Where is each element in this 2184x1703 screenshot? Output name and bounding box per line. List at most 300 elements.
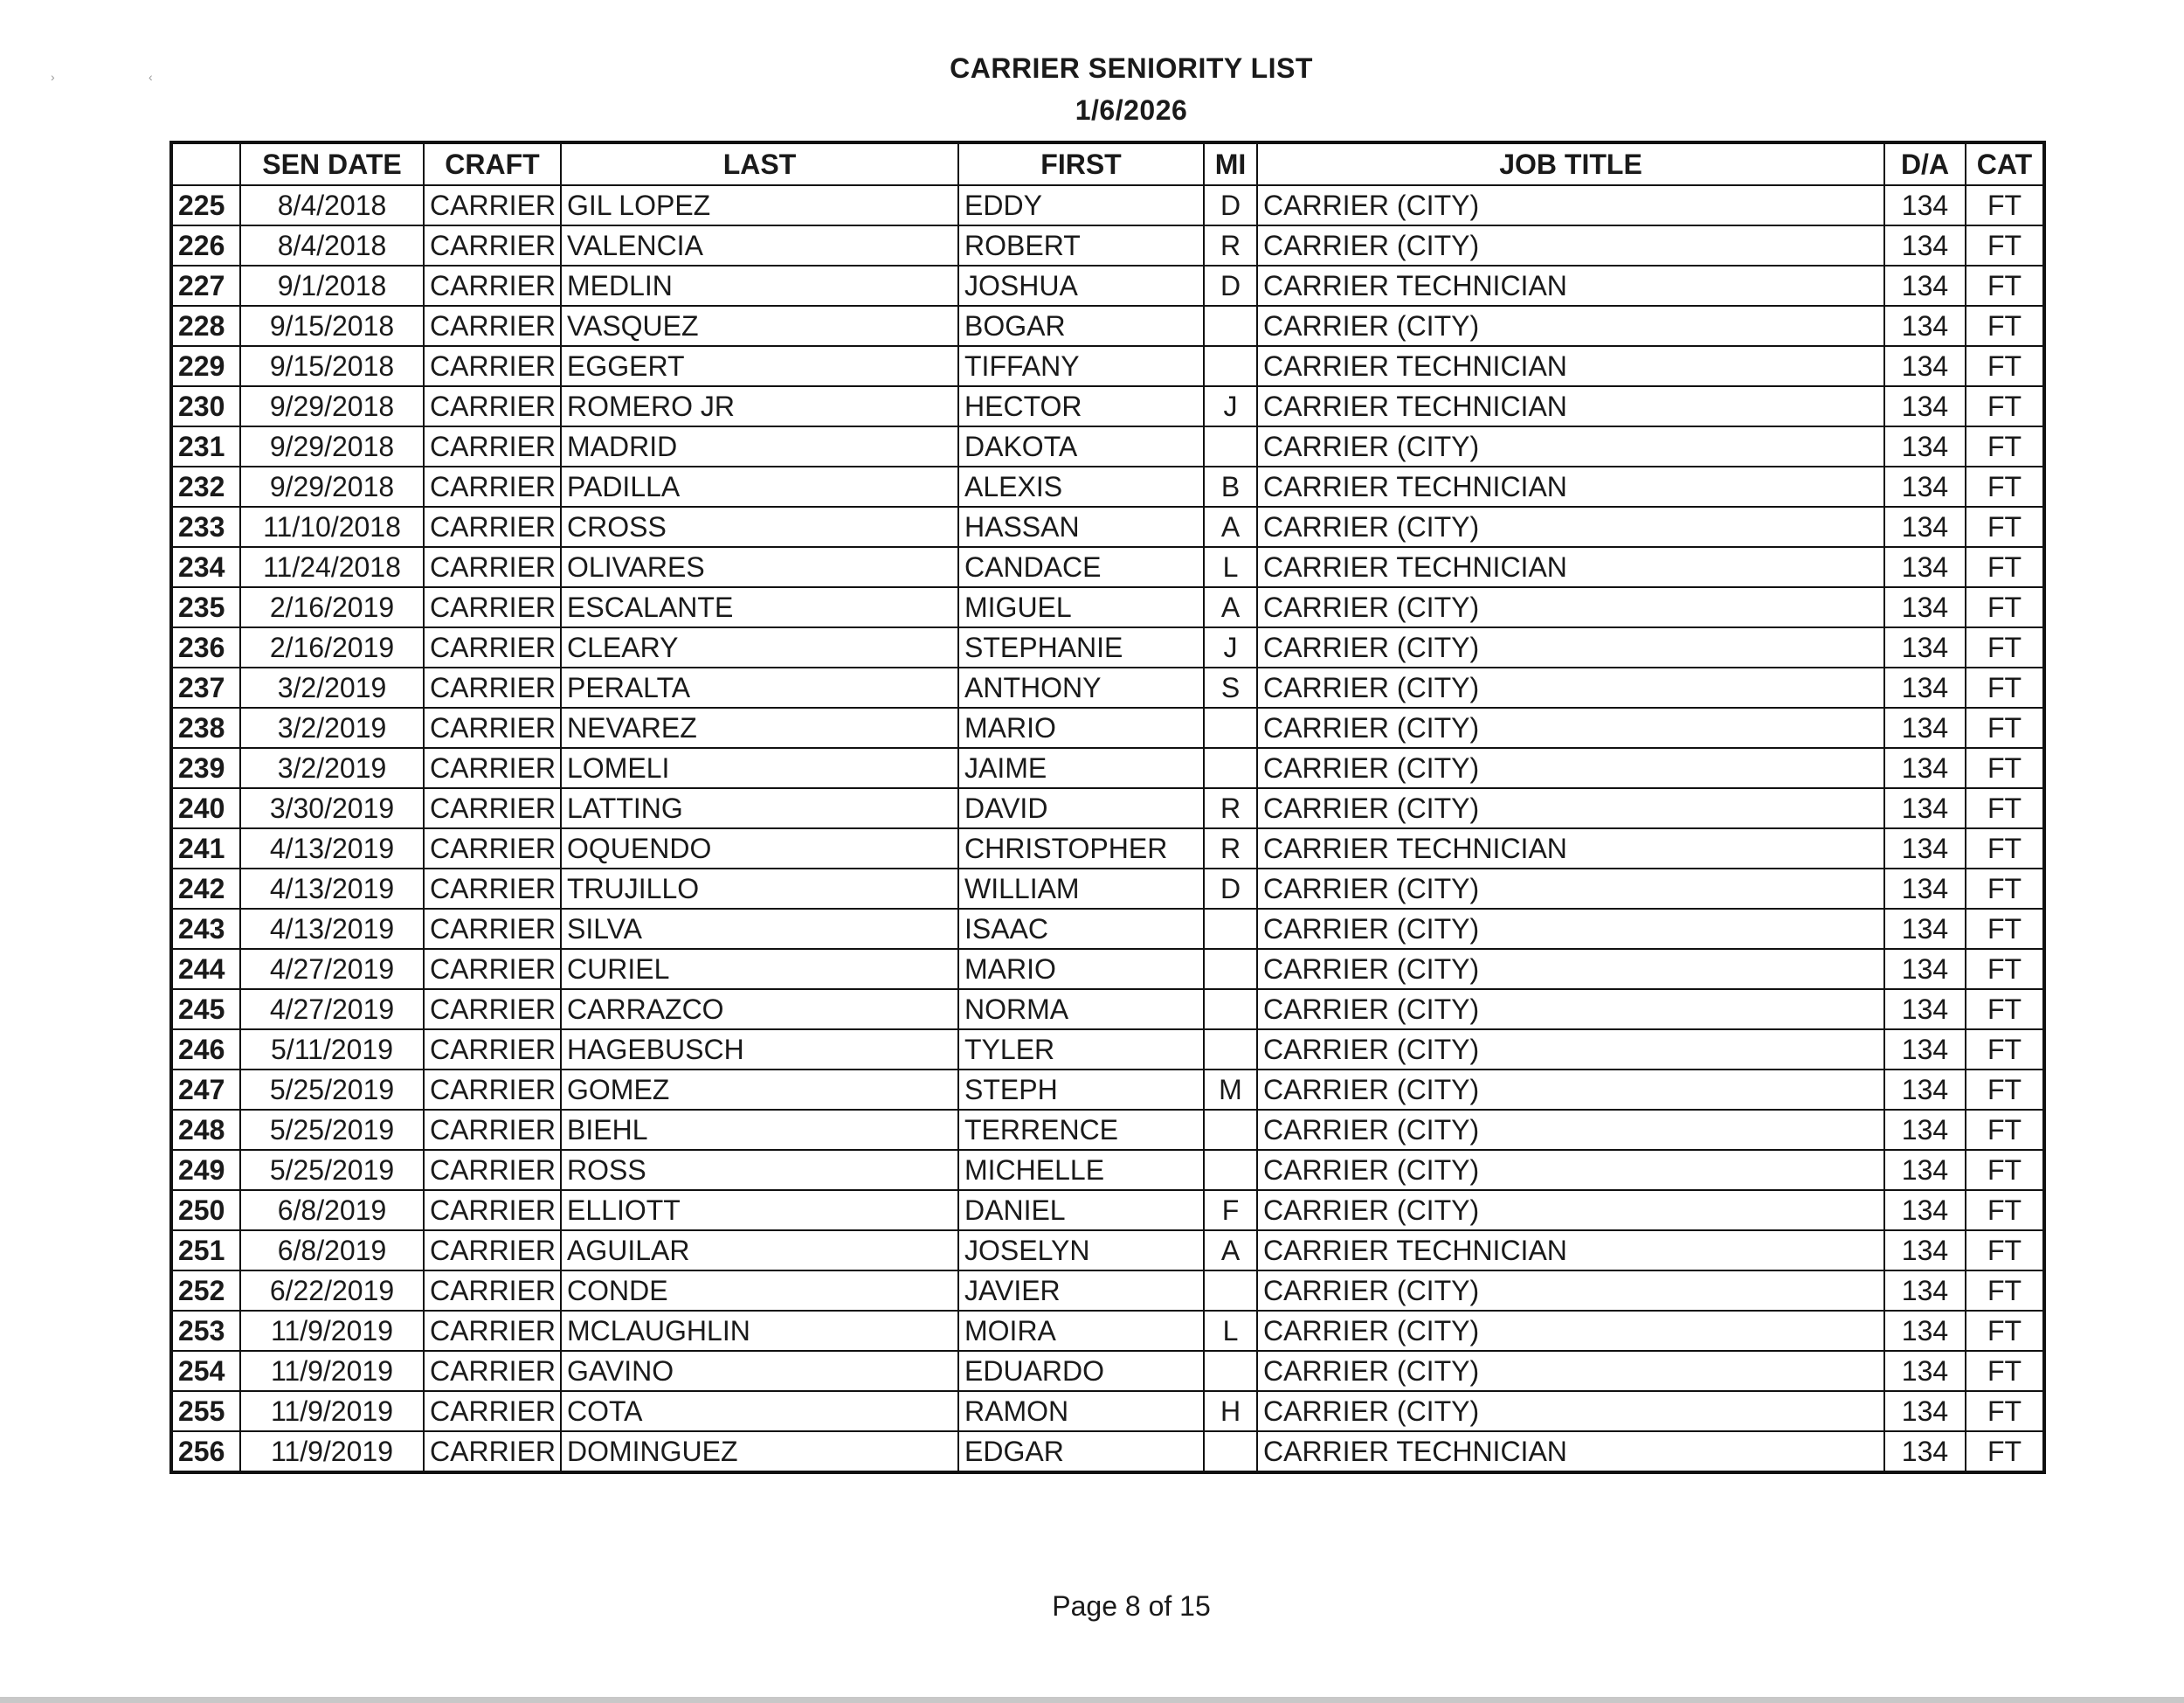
job-title-cell: CARRIER (CITY) — [1257, 1351, 1884, 1391]
first-name-cell: STEPH — [958, 1070, 1204, 1110]
category-cell: FT — [1966, 869, 2044, 909]
first-name-cell: MARIO — [958, 949, 1204, 989]
sen-date-cell: 9/29/2018 — [240, 426, 424, 467]
last-name-cell: ROSS — [561, 1150, 958, 1190]
sen-date-cell: 9/29/2018 — [240, 467, 424, 507]
first-name-cell: JOSELYN — [958, 1230, 1204, 1270]
sen-date-cell: 8/4/2018 — [240, 185, 424, 225]
category-cell: FT — [1966, 346, 2044, 386]
sen-date-cell: 8/4/2018 — [240, 225, 424, 266]
table-row — [171, 1190, 2044, 1230]
job-title-cell: CARRIER TECHNICIAN — [1257, 547, 1884, 587]
da-cell: 134 — [1884, 306, 1966, 346]
first-name-cell: RAMON — [958, 1391, 1204, 1431]
middle-initial-cell — [1204, 306, 1257, 346]
middle-initial-cell: R — [1204, 225, 1257, 266]
middle-initial-cell: J — [1204, 627, 1257, 668]
first-name-cell: TERRENCE — [958, 1110, 1204, 1150]
job-title-cell: CARRIER (CITY) — [1257, 708, 1884, 748]
table-row — [171, 1311, 2044, 1351]
table-row — [171, 467, 2044, 507]
sen-date-cell: 11/10/2018 — [240, 507, 424, 547]
sen-date-cell: 11/24/2018 — [240, 547, 424, 587]
last-name-cell: ROMERO JR — [561, 386, 958, 426]
sen-date-cell: 5/25/2019 — [240, 1070, 424, 1110]
job-title-cell: CARRIER TECHNICIAN — [1257, 828, 1884, 869]
sen-date-cell: 11/9/2019 — [240, 1391, 424, 1431]
sen-date-cell: 11/9/2019 — [240, 1431, 424, 1472]
first-name-cell: DANIEL — [958, 1190, 1204, 1230]
da-cell: 134 — [1884, 949, 1966, 989]
sen-date-cell: 3/2/2019 — [240, 708, 424, 748]
header-mi: MI — [1204, 142, 1257, 185]
craft-cell: CARRIER — [424, 909, 561, 949]
sen-date-cell: 6/8/2019 — [240, 1230, 424, 1270]
last-name-cell: TRUJILLO — [561, 869, 958, 909]
craft-cell: CARRIER — [424, 1190, 561, 1230]
rank-cell: 236 — [171, 627, 240, 668]
last-name-cell: GAVINO — [561, 1351, 958, 1391]
middle-initial-cell: D — [1204, 266, 1257, 306]
rank-cell: 240 — [171, 788, 240, 828]
header-sen-date: SEN DATE — [240, 142, 424, 185]
craft-cell: CARRIER — [424, 748, 561, 788]
da-cell: 134 — [1884, 1110, 1966, 1150]
table-row — [171, 788, 2044, 828]
first-name-cell: ISAAC — [958, 909, 1204, 949]
job-title-cell: CARRIER (CITY) — [1257, 1311, 1884, 1351]
middle-initial-cell — [1204, 346, 1257, 386]
last-name-cell: LATTING — [561, 788, 958, 828]
table-row — [171, 306, 2044, 346]
rank-cell: 249 — [171, 1150, 240, 1190]
table-row — [171, 1431, 2044, 1472]
rank-cell: 233 — [171, 507, 240, 547]
middle-initial-cell: D — [1204, 185, 1257, 225]
job-title-cell: CARRIER TECHNICIAN — [1257, 266, 1884, 306]
rank-cell: 242 — [171, 869, 240, 909]
category-cell: FT — [1966, 266, 2044, 306]
rank-cell: 241 — [171, 828, 240, 869]
last-name-cell: AGUILAR — [561, 1230, 958, 1270]
craft-cell: CARRIER — [424, 788, 561, 828]
page-number: Page 8 of 15 — [1052, 1590, 1211, 1622]
last-name-cell: GIL LOPEZ — [561, 185, 958, 225]
da-cell: 134 — [1884, 668, 1966, 708]
last-name-cell: EGGERT — [561, 346, 958, 386]
sen-date-cell: 3/2/2019 — [240, 748, 424, 788]
header-craft: CRAFT — [424, 142, 561, 185]
last-name-cell: VALENCIA — [561, 225, 958, 266]
job-title-cell: CARRIER (CITY) — [1257, 627, 1884, 668]
first-name-cell: JOSHUA — [958, 266, 1204, 306]
craft-cell: CARRIER — [424, 949, 561, 989]
category-cell: FT — [1966, 1110, 2044, 1150]
category-cell: FT — [1966, 949, 2044, 989]
craft-cell: CARRIER — [424, 185, 561, 225]
job-title-cell: CARRIER (CITY) — [1257, 1070, 1884, 1110]
last-name-cell: DOMINGUEZ — [561, 1431, 958, 1472]
category-cell: FT — [1966, 185, 2044, 225]
middle-initial-cell — [1204, 949, 1257, 989]
da-cell: 134 — [1884, 989, 1966, 1029]
da-cell: 134 — [1884, 507, 1966, 547]
da-cell: 134 — [1884, 1391, 1966, 1431]
rank-cell: 253 — [171, 1311, 240, 1351]
middle-initial-cell — [1204, 708, 1257, 748]
scan-speck: › — [51, 70, 55, 84]
category-cell: FT — [1966, 909, 2044, 949]
rank-cell: 228 — [171, 306, 240, 346]
da-cell: 134 — [1884, 909, 1966, 949]
last-name-cell: PADILLA — [561, 467, 958, 507]
first-name-cell: MIGUEL — [958, 587, 1204, 627]
middle-initial-cell: R — [1204, 788, 1257, 828]
middle-initial-cell — [1204, 989, 1257, 1029]
last-name-cell: MEDLIN — [561, 266, 958, 306]
first-name-cell: DAVID — [958, 788, 1204, 828]
sen-date-cell: 2/16/2019 — [240, 587, 424, 627]
category-cell: FT — [1966, 386, 2044, 426]
job-title-cell: CARRIER (CITY) — [1257, 1110, 1884, 1150]
rank-cell: 255 — [171, 1391, 240, 1431]
first-name-cell: MOIRA — [958, 1311, 1204, 1351]
last-name-cell: OQUENDO — [561, 828, 958, 869]
header-cat: CAT — [1966, 142, 2044, 185]
first-name-cell: EDUARDO — [958, 1351, 1204, 1391]
category-cell: FT — [1966, 1311, 2044, 1351]
table-row — [171, 547, 2044, 587]
table-row — [171, 426, 2044, 467]
craft-cell: CARRIER — [424, 1110, 561, 1150]
table-row — [171, 1391, 2044, 1431]
first-name-cell: ANTHONY — [958, 668, 1204, 708]
first-name-cell: JAVIER — [958, 1270, 1204, 1311]
rank-cell: 239 — [171, 748, 240, 788]
table-row — [171, 668, 2044, 708]
job-title-cell: CARRIER (CITY) — [1257, 306, 1884, 346]
sen-date-cell: 4/13/2019 — [240, 828, 424, 869]
header-job-title: JOB TITLE — [1257, 142, 1884, 185]
craft-cell: CARRIER — [424, 1230, 561, 1270]
job-title-cell: CARRIER (CITY) — [1257, 748, 1884, 788]
craft-cell: CARRIER — [424, 1150, 561, 1190]
middle-initial-cell — [1204, 1270, 1257, 1311]
last-name-cell: CURIEL — [561, 949, 958, 989]
rank-cell: 254 — [171, 1351, 240, 1391]
middle-initial-cell: A — [1204, 507, 1257, 547]
sen-date-cell: 9/15/2018 — [240, 346, 424, 386]
table-row — [171, 386, 2044, 426]
job-title-cell: CARRIER (CITY) — [1257, 1150, 1884, 1190]
table-row — [171, 185, 2044, 225]
rank-cell: 252 — [171, 1270, 240, 1311]
craft-cell: CARRIER — [424, 1431, 561, 1472]
da-cell: 134 — [1884, 828, 1966, 869]
da-cell: 134 — [1884, 1029, 1966, 1070]
header-rank — [171, 142, 240, 185]
da-cell: 134 — [1884, 1070, 1966, 1110]
da-cell: 134 — [1884, 627, 1966, 668]
table-row — [171, 1070, 2044, 1110]
first-name-cell: STEPHANIE — [958, 627, 1204, 668]
category-cell: FT — [1966, 627, 2044, 668]
da-cell: 134 — [1884, 386, 1966, 426]
rank-cell: 250 — [171, 1190, 240, 1230]
category-cell: FT — [1966, 1029, 2044, 1070]
middle-initial-cell: B — [1204, 467, 1257, 507]
da-cell: 134 — [1884, 185, 1966, 225]
sen-date-cell: 11/9/2019 — [240, 1311, 424, 1351]
table-header-row — [171, 142, 2044, 185]
table-row — [171, 1110, 2044, 1150]
last-name-cell: SILVA — [561, 909, 958, 949]
category-cell: FT — [1966, 748, 2044, 788]
da-cell: 134 — [1884, 1230, 1966, 1270]
last-name-cell: ELLIOTT — [561, 1190, 958, 1230]
table-row — [171, 748, 2044, 788]
first-name-cell: HECTOR — [958, 386, 1204, 426]
job-title-cell: CARRIER TECHNICIAN — [1257, 1230, 1884, 1270]
craft-cell: CARRIER — [424, 989, 561, 1029]
job-title-cell: CARRIER (CITY) — [1257, 1391, 1884, 1431]
sen-date-cell: 4/27/2019 — [240, 949, 424, 989]
middle-initial-cell: F — [1204, 1190, 1257, 1230]
job-title-cell: CARRIER (CITY) — [1257, 225, 1884, 266]
first-name-cell: TIFFANY — [958, 346, 1204, 386]
da-cell: 134 — [1884, 225, 1966, 266]
job-title-cell: CARRIER (CITY) — [1257, 949, 1884, 989]
sen-date-cell: 2/16/2019 — [240, 627, 424, 668]
rank-cell: 243 — [171, 909, 240, 949]
middle-initial-cell — [1204, 1029, 1257, 1070]
last-name-cell: LOMELI — [561, 748, 958, 788]
middle-initial-cell: A — [1204, 587, 1257, 627]
table-row — [171, 909, 2044, 949]
job-title-cell: CARRIER (CITY) — [1257, 909, 1884, 949]
last-name-cell: COTA — [561, 1391, 958, 1431]
table-row — [171, 828, 2044, 869]
middle-initial-cell: J — [1204, 386, 1257, 426]
category-cell: FT — [1966, 828, 2044, 869]
table-row — [171, 1029, 2044, 1070]
rank-cell: 247 — [171, 1070, 240, 1110]
middle-initial-cell — [1204, 1431, 1257, 1472]
sen-date-cell: 4/27/2019 — [240, 989, 424, 1029]
job-title-cell: CARRIER TECHNICIAN — [1257, 1431, 1884, 1472]
last-name-cell: CROSS — [561, 507, 958, 547]
first-name-cell: MICHELLE — [958, 1150, 1204, 1190]
da-cell: 134 — [1884, 1351, 1966, 1391]
sen-date-cell: 3/30/2019 — [240, 788, 424, 828]
table-row — [171, 1351, 2044, 1391]
job-title-cell: CARRIER (CITY) — [1257, 507, 1884, 547]
category-cell: FT — [1966, 1270, 2044, 1311]
last-name-cell: NEVAREZ — [561, 708, 958, 748]
table-row — [171, 1150, 2044, 1190]
middle-initial-cell: L — [1204, 547, 1257, 587]
rank-cell: 225 — [171, 185, 240, 225]
rank-cell: 237 — [171, 668, 240, 708]
craft-cell: CARRIER — [424, 547, 561, 587]
job-title-cell: CARRIER TECHNICIAN — [1257, 467, 1884, 507]
craft-cell: CARRIER — [424, 668, 561, 708]
last-name-cell: MCLAUGHLIN — [561, 1311, 958, 1351]
last-name-cell: BIEHL — [561, 1110, 958, 1150]
middle-initial-cell — [1204, 426, 1257, 467]
job-title-cell: CARRIER (CITY) — [1257, 869, 1884, 909]
job-title-cell: CARRIER TECHNICIAN — [1257, 346, 1884, 386]
category-cell: FT — [1966, 1150, 2044, 1190]
rank-cell: 248 — [171, 1110, 240, 1150]
last-name-cell: HAGEBUSCH — [561, 1029, 958, 1070]
da-cell: 134 — [1884, 869, 1966, 909]
da-cell: 134 — [1884, 346, 1966, 386]
craft-cell: CARRIER — [424, 225, 561, 266]
category-cell: FT — [1966, 507, 2044, 547]
last-name-cell: CLEARY — [561, 627, 958, 668]
category-cell: FT — [1966, 668, 2044, 708]
job-title-cell: CARRIER (CITY) — [1257, 668, 1884, 708]
table-row — [171, 708, 2044, 748]
job-title-cell: CARRIER TECHNICIAN — [1257, 386, 1884, 426]
table-body — [171, 185, 2044, 1472]
table-row — [171, 266, 2044, 306]
craft-cell: CARRIER — [424, 1311, 561, 1351]
rank-cell: 246 — [171, 1029, 240, 1070]
scan-speck: ‹ — [149, 70, 153, 84]
craft-cell: CARRIER — [424, 828, 561, 869]
craft-cell: CARRIER — [424, 1070, 561, 1110]
sen-date-cell: 5/25/2019 — [240, 1110, 424, 1150]
table-row — [171, 1230, 2044, 1270]
first-name-cell: TYLER — [958, 1029, 1204, 1070]
category-cell: FT — [1966, 1431, 2044, 1472]
craft-cell: CARRIER — [424, 346, 561, 386]
sen-date-cell: 11/9/2019 — [240, 1351, 424, 1391]
first-name-cell: ALEXIS — [958, 467, 1204, 507]
table-row — [171, 346, 2044, 386]
da-cell: 134 — [1884, 426, 1966, 467]
da-cell: 134 — [1884, 1270, 1966, 1311]
last-name-cell: PERALTA — [561, 668, 958, 708]
craft-cell: CARRIER — [424, 1029, 561, 1070]
category-cell: FT — [1966, 426, 2044, 467]
table-row — [171, 989, 2044, 1029]
last-name-cell: GOMEZ — [561, 1070, 958, 1110]
craft-cell: CARRIER — [424, 426, 561, 467]
table-row — [171, 225, 2044, 266]
job-title-cell: CARRIER (CITY) — [1257, 426, 1884, 467]
da-cell: 134 — [1884, 1150, 1966, 1190]
page-title: CARRIER SENIORITY LIST — [950, 52, 1313, 84]
rank-cell: 251 — [171, 1230, 240, 1270]
da-cell: 134 — [1884, 266, 1966, 306]
da-cell: 134 — [1884, 1190, 1966, 1230]
table-row — [171, 869, 2044, 909]
rank-cell: 231 — [171, 426, 240, 467]
category-cell: FT — [1966, 1230, 2044, 1270]
rank-cell: 232 — [171, 467, 240, 507]
da-cell: 134 — [1884, 547, 1966, 587]
rank-cell: 230 — [171, 386, 240, 426]
middle-initial-cell: L — [1204, 1311, 1257, 1351]
last-name-cell: OLIVARES — [561, 547, 958, 587]
category-cell: FT — [1966, 1070, 2044, 1110]
job-title-cell: CARRIER (CITY) — [1257, 989, 1884, 1029]
table-row — [171, 949, 2044, 989]
sen-date-cell: 5/25/2019 — [240, 1150, 424, 1190]
rank-cell: 256 — [171, 1431, 240, 1472]
category-cell: FT — [1966, 547, 2044, 587]
first-name-cell: BOGAR — [958, 306, 1204, 346]
craft-cell: CARRIER — [424, 266, 561, 306]
list-date: 1/6/2026 — [1075, 94, 1188, 126]
table-row — [171, 1270, 2044, 1311]
last-name-cell: MADRID — [561, 426, 958, 467]
sen-date-cell: 9/1/2018 — [240, 266, 424, 306]
sen-date-cell: 4/13/2019 — [240, 869, 424, 909]
da-cell: 134 — [1884, 1431, 1966, 1472]
first-name-cell: MARIO — [958, 708, 1204, 748]
middle-initial-cell: A — [1204, 1230, 1257, 1270]
rank-cell: 226 — [171, 225, 240, 266]
table-row — [171, 507, 2044, 547]
first-name-cell: EDDY — [958, 185, 1204, 225]
category-cell: FT — [1966, 467, 2044, 507]
last-name-cell: CONDE — [561, 1270, 958, 1311]
da-cell: 134 — [1884, 1311, 1966, 1351]
header-first: FIRST — [958, 142, 1204, 185]
middle-initial-cell — [1204, 1351, 1257, 1391]
craft-cell: CARRIER — [424, 467, 561, 507]
sen-date-cell: 9/15/2018 — [240, 306, 424, 346]
craft-cell: CARRIER — [424, 507, 561, 547]
rank-cell: 227 — [171, 266, 240, 306]
header-da: D/A — [1884, 142, 1966, 185]
middle-initial-cell — [1204, 1150, 1257, 1190]
craft-cell: CARRIER — [424, 587, 561, 627]
middle-initial-cell — [1204, 1110, 1257, 1150]
rank-cell: 229 — [171, 346, 240, 386]
category-cell: FT — [1966, 306, 2044, 346]
craft-cell: CARRIER — [424, 1270, 561, 1311]
category-cell: FT — [1966, 1391, 2044, 1431]
category-cell: FT — [1966, 587, 2044, 627]
craft-cell: CARRIER — [424, 869, 561, 909]
first-name-cell: WILLIAM — [958, 869, 1204, 909]
category-cell: FT — [1966, 788, 2044, 828]
first-name-cell: ROBERT — [958, 225, 1204, 266]
last-name-cell: VASQUEZ — [561, 306, 958, 346]
category-cell: FT — [1966, 989, 2044, 1029]
scan-bottom-edge — [0, 1697, 2184, 1703]
table-row — [171, 627, 2044, 668]
da-cell: 134 — [1884, 587, 1966, 627]
header-last: LAST — [561, 142, 958, 185]
craft-cell: CARRIER — [424, 386, 561, 426]
rank-cell: 245 — [171, 989, 240, 1029]
rank-cell: 234 — [171, 547, 240, 587]
category-cell: FT — [1966, 708, 2044, 748]
craft-cell: CARRIER — [424, 1391, 561, 1431]
middle-initial-cell: H — [1204, 1391, 1257, 1431]
sen-date-cell: 9/29/2018 — [240, 386, 424, 426]
last-name-cell: CARRAZCO — [561, 989, 958, 1029]
first-name-cell: NORMA — [958, 989, 1204, 1029]
sen-date-cell: 6/8/2019 — [240, 1190, 424, 1230]
da-cell: 134 — [1884, 748, 1966, 788]
